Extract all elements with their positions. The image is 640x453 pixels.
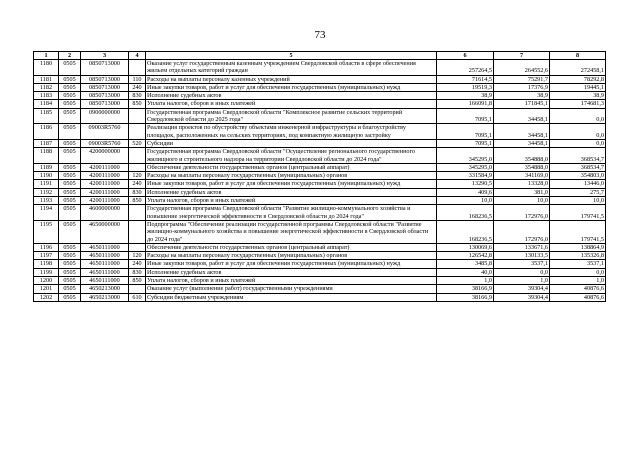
- section-code-cell: 0505: [59, 108, 81, 124]
- description-cell: Расходы на выплаты персоналу государственных (муниципальных) органов: [146, 252, 437, 260]
- amount-2023-cell: 341169,0: [494, 172, 550, 180]
- amount-2022-cell: 257264,5: [437, 60, 494, 76]
- amount-2023-cell: 39304,4: [494, 285, 550, 293]
- table-row: [34, 83, 606, 91]
- column-header: 6: [437, 52, 494, 60]
- target-article-cell: 0850713000: [81, 75, 129, 83]
- amount-2023-cell: 171845,1: [494, 100, 550, 108]
- row-number-cell: 1180: [34, 60, 59, 76]
- section-code-cell: 0505: [59, 75, 81, 83]
- amount-2024-cell: 0,0: [550, 108, 606, 124]
- section-code-cell: 0505: [59, 252, 81, 260]
- amount-2024-cell: 10,0: [550, 197, 606, 205]
- description-cell: Расходы на выплаты персоналу государственных (муниципальных) органов: [146, 172, 437, 180]
- section-code-cell: 0505: [59, 139, 81, 147]
- amount-2022-cell: 38166,9: [437, 293, 494, 301]
- amount-2023-cell: 354888,0: [494, 148, 550, 164]
- amount-2023-cell: 133671,6: [494, 243, 550, 251]
- section-code-cell: 0505: [59, 100, 81, 108]
- description-cell: Расходы на выплаты персоналу казенных учреждений: [146, 75, 437, 83]
- expense-type-cell: 850: [129, 197, 146, 205]
- section-code-cell: 0505: [59, 293, 81, 301]
- amount-2024-cell: 13446,0: [550, 180, 606, 188]
- table-row: [34, 139, 606, 147]
- expense-type-cell: 240: [129, 260, 146, 268]
- amount-2022-cell: 3485,8: [437, 260, 494, 268]
- row-number-cell: 1190: [34, 172, 59, 180]
- amount-2024-cell: 0,0: [550, 124, 606, 140]
- section-code-cell: 0505: [59, 163, 81, 171]
- description-cell: Государственная программа Свердловской области "Развитие жилищно-коммунального хозяйства и повышение энергетической эффективности в Свердловской области до 2024 года": [146, 205, 437, 221]
- description-cell: Исполнение судебных актов: [146, 92, 437, 100]
- amount-2022-cell: 1,0: [437, 277, 494, 285]
- column-header: 3: [81, 52, 129, 60]
- table-row: [34, 205, 606, 221]
- row-number-cell: 1201: [34, 285, 59, 293]
- amount-2024-cell: 179741,5: [550, 220, 606, 243]
- amount-2023-cell: 39304,4: [494, 293, 550, 301]
- description-cell: Государственная программа Свердловской области "Комплексное развитие сельских территорий Свердловской области до 2025 года": [146, 108, 437, 124]
- description-cell: Иные закупки товаров, работ и услуг для обеспечения государственных (муниципальных) нужд: [146, 260, 437, 268]
- expense-type-cell: [129, 60, 146, 76]
- row-number-cell: 1198: [34, 260, 59, 268]
- table-row: [34, 124, 606, 140]
- amount-2024-cell: 0,0: [550, 268, 606, 276]
- column-header: 7: [494, 52, 550, 60]
- description-cell: Обеспечение деятельности государственных органов (центральный аппарат): [146, 243, 437, 251]
- section-code-cell: 0505: [59, 188, 81, 196]
- amount-2023-cell: 381,0: [494, 188, 550, 196]
- column-header: 4: [129, 52, 146, 60]
- expense-type-cell: 120: [129, 252, 146, 260]
- target-article-cell: 0850713000: [81, 60, 129, 76]
- target-article-cell: 4200111000: [81, 172, 129, 180]
- target-article-cell: 09003R5760: [81, 124, 129, 140]
- row-number-cell: 1199: [34, 268, 59, 276]
- target-article-cell: 09003R5760: [81, 139, 129, 147]
- table-row: [34, 243, 606, 251]
- amount-2024-cell: 3537,1: [550, 260, 606, 268]
- amount-2022-cell: 7095,1: [437, 108, 494, 124]
- amount-2023-cell: 264552,6: [494, 60, 550, 76]
- row-number-cell: 1189: [34, 163, 59, 171]
- table-row: [34, 277, 606, 285]
- amount-2022-cell: 409,6: [437, 188, 494, 196]
- amount-2022-cell: 168236,5: [437, 205, 494, 221]
- description-cell: Оказание услуг (выполнение работ) государственными учреждениями: [146, 285, 437, 293]
- target-article-cell: 4200111000: [81, 188, 129, 196]
- amount-2022-cell: 38,9: [437, 92, 494, 100]
- section-code-cell: 0505: [59, 260, 81, 268]
- budget-table: [33, 51, 606, 302]
- amount-2023-cell: 172976,0: [494, 205, 550, 221]
- description-cell: Исполнение судебных актов: [146, 268, 437, 276]
- amount-2024-cell: 368534,7: [550, 163, 606, 171]
- description-cell: Иные закупки товаров, работ и услуг для обеспечения государственных (муниципальных) нужд: [146, 180, 437, 188]
- target-article-cell: 4650111000: [81, 260, 129, 268]
- amount-2022-cell: 345295,0: [437, 148, 494, 164]
- section-code-cell: 0505: [59, 180, 81, 188]
- expense-type-cell: 240: [129, 180, 146, 188]
- table-body: [34, 60, 606, 302]
- expense-type-cell: 520: [129, 139, 146, 147]
- table-row: [34, 260, 606, 268]
- amount-2024-cell: 368534,7: [550, 148, 606, 164]
- expense-type-cell: 830: [129, 92, 146, 100]
- row-number-cell: 1188: [34, 148, 59, 164]
- expense-type-cell: 850: [129, 277, 146, 285]
- section-code-cell: 0505: [59, 205, 81, 221]
- target-article-cell: 0900000000: [81, 108, 129, 124]
- description-cell: Подпрограмма "Обеспечение реализации государственной программы Свердловской области "Развитие жилищно-коммунального хозяйства и повышение энергетической эффективности в Свердловской области до 2024 года": [146, 220, 437, 243]
- row-number-cell: 1202: [34, 293, 59, 301]
- amount-2023-cell: 354888,0: [494, 163, 550, 171]
- section-code-cell: 0505: [59, 243, 81, 251]
- amount-2024-cell: 354803,0: [550, 172, 606, 180]
- table-row: [34, 293, 606, 301]
- section-code-cell: 0505: [59, 268, 81, 276]
- description-cell: Оказание услуг государственным казенным учреждением Свердловской области в сфере обеспечения жильем отдельных категорий граждан: [146, 60, 437, 76]
- amount-2023-cell: 0,0: [494, 268, 550, 276]
- target-article-cell: 4200111000: [81, 180, 129, 188]
- amount-2024-cell: 38,9: [550, 92, 606, 100]
- target-article-cell: 0850713000: [81, 100, 129, 108]
- amount-2024-cell: 135326,8: [550, 252, 606, 260]
- expense-type-cell: 830: [129, 268, 146, 276]
- section-code-cell: 0505: [59, 124, 81, 140]
- description-cell: Реализация проектов по обустройству объектами инженерной инфраструктуры и благоустройству площадок, расположенных на сельских территориях, под компактную жилищную застройку: [146, 124, 437, 140]
- column-header: 5: [146, 52, 437, 60]
- amount-2022-cell: 13290,5: [437, 180, 494, 188]
- row-number-cell: 1187: [34, 139, 59, 147]
- expense-type-cell: [129, 108, 146, 124]
- column-header: 2: [59, 52, 81, 60]
- target-article-cell: 4650111000: [81, 268, 129, 276]
- row-number-cell: 1192: [34, 188, 59, 196]
- section-code-cell: 0505: [59, 172, 81, 180]
- expense-type-cell: [129, 243, 146, 251]
- table-row: [34, 75, 606, 83]
- amount-2023-cell: 13328,0: [494, 180, 550, 188]
- expense-type-cell: 850: [129, 100, 146, 108]
- amount-2023-cell: 38,9: [494, 92, 550, 100]
- section-code-cell: 0505: [59, 285, 81, 293]
- description-cell: Государственная программа Свердловской области "Осуществление регионального государственного жилищного и строительного надзора на территории Свердловской области до 2024 года": [146, 148, 437, 164]
- section-code-cell: 0505: [59, 197, 81, 205]
- expense-type-cell: [129, 163, 146, 171]
- amount-2022-cell: 331584,9: [437, 172, 494, 180]
- row-number-cell: 1181: [34, 75, 59, 83]
- target-article-cell: 4650000000: [81, 220, 129, 243]
- amount-2022-cell: 126542,8: [437, 252, 494, 260]
- expense-type-cell: [129, 220, 146, 243]
- amount-2024-cell: 272458,1: [550, 60, 606, 76]
- target-article-cell: 4600000000: [81, 205, 129, 221]
- expense-type-cell: 610: [129, 293, 146, 301]
- target-article-cell: 4200111000: [81, 197, 129, 205]
- row-number-cell: 1183: [34, 92, 59, 100]
- section-code-cell: 0505: [59, 220, 81, 243]
- row-number-cell: 1194: [34, 205, 59, 221]
- description-cell: Иные закупки товаров, работ и услуг для обеспечения государственных (муниципальных) нужд: [146, 83, 437, 91]
- description-cell: Уплата налогов, сборов и иных платежей: [146, 197, 437, 205]
- section-code-cell: 0505: [59, 83, 81, 91]
- amount-2022-cell: 166091,8: [437, 100, 494, 108]
- table-row: [34, 268, 606, 276]
- description-cell: Исполнение судебных актов: [146, 188, 437, 196]
- row-number-cell: 1185: [34, 108, 59, 124]
- column-header: 8: [550, 52, 606, 60]
- table-row: [34, 180, 606, 188]
- expense-type-cell: 120: [129, 172, 146, 180]
- table-row: [34, 188, 606, 196]
- target-article-cell: 0850713000: [81, 83, 129, 91]
- page-number: 73: [314, 29, 326, 41]
- amount-2024-cell: 40876,6: [550, 285, 606, 293]
- description-cell: Субсидии бюджетным учреждениям: [146, 293, 437, 301]
- header-row: [34, 52, 606, 60]
- section-code-cell: 0505: [59, 92, 81, 100]
- target-article-cell: 4650213000: [81, 293, 129, 301]
- description-cell: Субсидии: [146, 139, 437, 147]
- amount-2024-cell: 40876,6: [550, 293, 606, 301]
- amount-2022-cell: 38166,9: [437, 285, 494, 293]
- amount-2023-cell: 34458,1: [494, 124, 550, 140]
- amount-2022-cell: 168236,5: [437, 220, 494, 243]
- description-cell: Обеспечение деятельности государственных органов (центральный аппарат): [146, 163, 437, 171]
- row-number-cell: 1196: [34, 243, 59, 251]
- expense-type-cell: [129, 148, 146, 164]
- target-article-cell: 4650213000: [81, 285, 129, 293]
- row-number-cell: 1193: [34, 197, 59, 205]
- section-code-cell: 0505: [59, 277, 81, 285]
- table-row: [34, 197, 606, 205]
- amount-2024-cell: 1,0: [550, 277, 606, 285]
- target-article-cell: 4200111000: [81, 163, 129, 171]
- amount-2022-cell: 40,0: [437, 268, 494, 276]
- amount-2023-cell: 10,0: [494, 197, 550, 205]
- amount-2023-cell: 34458,1: [494, 108, 550, 124]
- table-row: [34, 92, 606, 100]
- expense-type-cell: [129, 205, 146, 221]
- amount-2024-cell: 0,0: [550, 139, 606, 147]
- table-row: [34, 220, 606, 243]
- amount-2024-cell: 179741,5: [550, 205, 606, 221]
- description-cell: Уплата налогов, сборов и иных платежей: [146, 100, 437, 108]
- column-header: 1: [34, 52, 59, 60]
- target-article-cell: 4650111000: [81, 243, 129, 251]
- table-row: [34, 172, 606, 180]
- target-article-cell: 0850713000: [81, 92, 129, 100]
- amount-2022-cell: 10,0: [437, 197, 494, 205]
- amount-2024-cell: 78292,8: [550, 75, 606, 83]
- amount-2022-cell: 130069,6: [437, 243, 494, 251]
- amount-2023-cell: 34458,1: [494, 139, 550, 147]
- section-code-cell: 0505: [59, 60, 81, 76]
- target-article-cell: 4200000000: [81, 148, 129, 164]
- row-number-cell: 1197: [34, 252, 59, 260]
- table-row: [34, 108, 606, 124]
- amount-2022-cell: 7095,1: [437, 139, 494, 147]
- section-code-cell: 0505: [59, 148, 81, 164]
- amount-2023-cell: 1,0: [494, 277, 550, 285]
- expense-type-cell: [129, 285, 146, 293]
- amount-2023-cell: 130133,5: [494, 252, 550, 260]
- amount-2022-cell: 345295,0: [437, 163, 494, 171]
- expense-type-cell: 830: [129, 188, 146, 196]
- row-number-cell: 1184: [34, 100, 59, 108]
- amount-2024-cell: 19445,1: [550, 83, 606, 91]
- amount-2023-cell: 17376,9: [494, 83, 550, 91]
- expense-type-cell: 110: [129, 75, 146, 83]
- amount-2023-cell: 75291,7: [494, 75, 550, 83]
- table-row: [34, 285, 606, 293]
- expense-type-cell: [129, 124, 146, 140]
- table-row: [34, 163, 606, 171]
- row-number-cell: 1191: [34, 180, 59, 188]
- amount-2022-cell: 19519,3: [437, 83, 494, 91]
- description-cell: Уплата налогов, сборов и иных платежей: [146, 277, 437, 285]
- amount-2024-cell: 275,7: [550, 188, 606, 196]
- row-number-cell: 1195: [34, 220, 59, 243]
- target-article-cell: 4650111000: [81, 277, 129, 285]
- table-row: [34, 252, 606, 260]
- table-row: [34, 60, 606, 76]
- row-number-cell: 1182: [34, 83, 59, 91]
- table-row: [34, 100, 606, 108]
- table-row: [34, 148, 606, 164]
- amount-2024-cell: 138864,9: [550, 243, 606, 251]
- amount-2023-cell: 172976,0: [494, 220, 550, 243]
- amount-2024-cell: 174681,3: [550, 100, 606, 108]
- row-number-cell: 1200: [34, 277, 59, 285]
- amount-2023-cell: 3537,1: [494, 260, 550, 268]
- expense-type-cell: 240: [129, 83, 146, 91]
- amount-2022-cell: 7095,1: [437, 124, 494, 140]
- target-article-cell: 4650111000: [81, 252, 129, 260]
- row-number-cell: 1186: [34, 124, 59, 140]
- amount-2022-cell: 71614,5: [437, 75, 494, 83]
